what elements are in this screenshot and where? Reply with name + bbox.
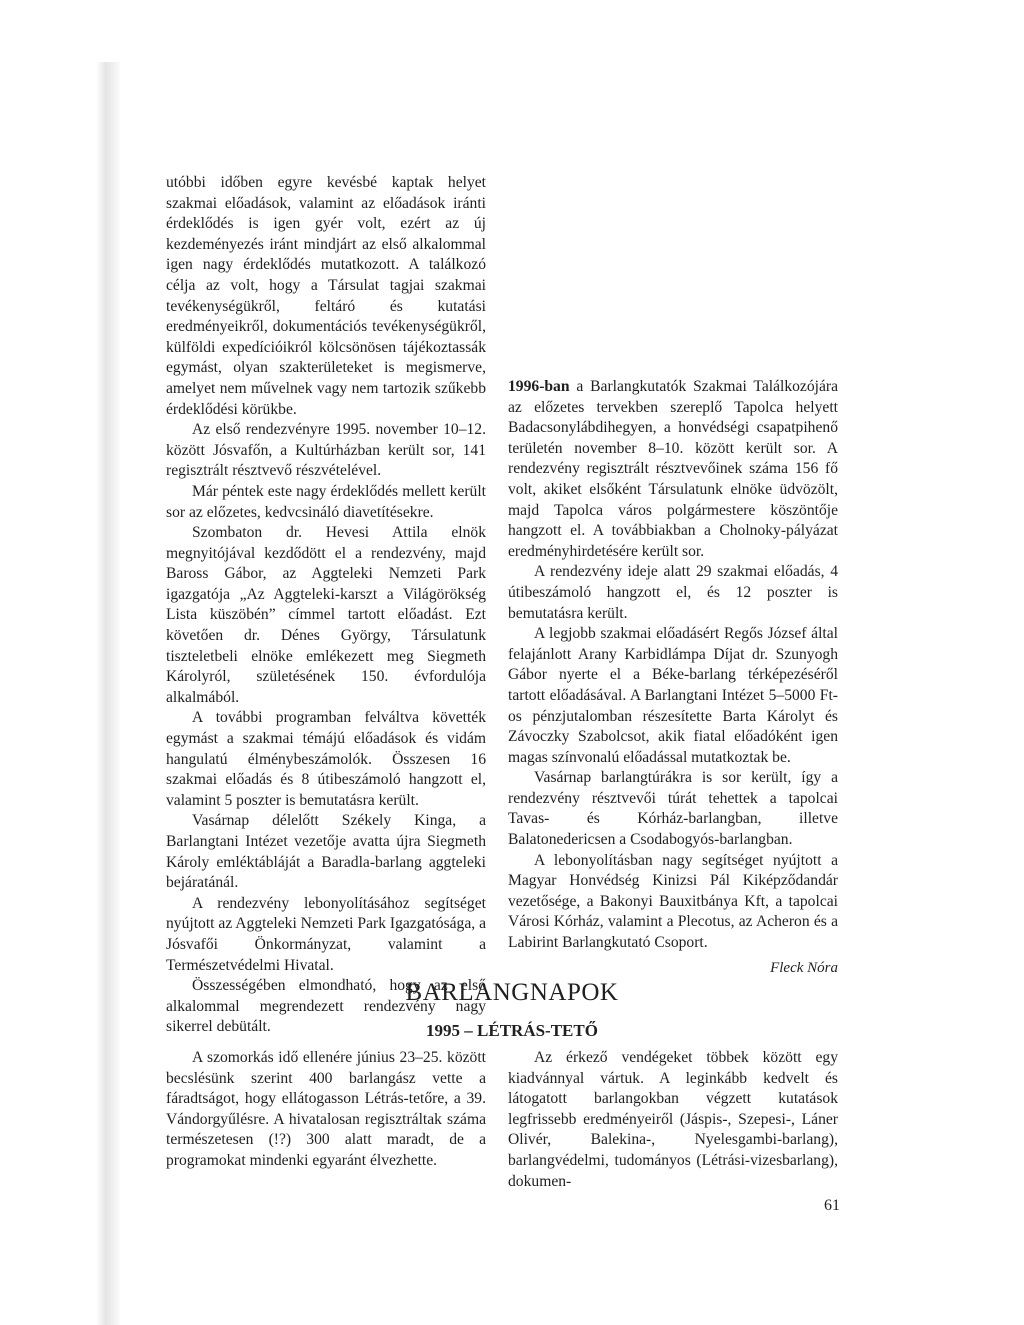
paragraph: Vasárnap barlangtúrákra is sor került, így a rendezvény résztvevői túrát tehettek a tapolcai Tavas- és Kórház-barlangban, illetve Balatonedericsen a Csodabogyós-barlangban. [508,769,838,849]
paragraph: Az érkező vendégeket többek között egy kiadvánnyal vártuk. A leginkább kedvelt és látogatott barlangokban végzett kutatások legfrissebb eredményeiről (Jáspis-, Szepesi-, Láner Olivér, Balekina-, Nyelesgambi-barlang), barlangvédelmi, tudományos (Létrási-vizesbarlang), dokumen- [508,1049,838,1190]
paragraph: A lebonyolításban nagy segítséget nyújtott a Magyar Honvédség Kinizsi Pál Kiképződandár vezetősége, a Bakonyi Bauxitbánya Kft, a tapolcai Városi Kórház, valamint a Plecotus, az Acheron és a Labirint Barlangkutató Csoport. [508,851,838,952]
author-signature: Fleck Nóra [770,960,838,976]
paragraph: Vasárnap délelőtt Székely Kinga, a Barlangtani Intézet vezetője avatta újra Siegmeth Károly emléktábláját a Baradla-barlang aggteleki bejáratánál. [166,812,486,892]
top-left-column [166,173,486,1038]
paragraph: utóbbi időben egyre kevésbé kaptak helyet szakmai előadások, valamint az előadások iránti érdeklődés is igen gyér volt, ezért az új kezdeményezés iránt mindjárt az első alkalommal igen nagy érdeklődés mutatkozott. A találkozó célja az volt, hogy a Társulat tagjai szakmai tevékenységükről, feltáró és kutatási eredményeikről, dokumentációs tevékenységükről, külföldi expedícióikról kölcsönösen tájékoztassák egymást, olyan szakterületeket is megismerve, amelyet nem művelnek vagy nem tartozik szűkebb érdeklődési körükbe. [166,174,486,418]
paragraph: Összességében elmondható, hogy az első alkalommal megrendezett rendezvény nagy sikerrel debütált. [166,977,486,1036]
paragraph: Az első rendezvényre 1995. november 10–12. között Jósvafőn, a Kultúrházban került sor, 141 regisztrált résztvevő részvételével. [166,421,486,480]
bottom-right-column [508,1048,838,1192]
paragraph [508,377,838,562]
paragraph: A szomorkás idő ellenére június 23–25. között becslésünk szerint 400 barlangász vette a fáradtságot, hogy ellátogasson Létrás-tetőre, a 39. Vándorgyűlésre. A hivatalosan regisztráltak száma természetesen (!?) 300 alatt maradt, de a programokat mindenki egyaránt élvezhette. [166,1049,486,1169]
paragraph: Már péntek este nagy érdeklődés mellett került sor az előzetes, kedvcsináló diavetítésekre. [166,482,486,521]
section-title: BARLANGNAPOK [405,979,619,1006]
scan-shadow-edge [96,62,120,1325]
paragraph-text: a Barlangkutatók Szakmai Találkozójára az előzetes tervekben szereplő Tapolca helyett Badacsonylábdihegyen, a honvédségi csapatpihenő területén november 8–10. között került sor. A rendezvény regisztrált résztvevőinek száma 156 fő volt, akiket elsőként Társulatunk elnöke üdvözölt, majd Tapolca város polgármestere köszöntője hangzott el. A továbbiakban a Cholnoky-pályázat eredményhirdetésére került sor. [508,378,838,560]
page-number: 61 [824,1197,840,1214]
paragraph: A legjobb szakmai előadásért Regős József által felajánlott Arany Karbidlámpa Díjat dr. Szunyogh Gábor nyerte el a Béke-barlang térképezéséről tartott előadásával. A Barlangtani Intézet 5–5000 Ft-os pénzjutalomban részesítette Barta Károlyt és Závoczky Szabolcsot, akik fiatal előadóként igen magas színvonalú előadással mutatkoztak be. [508,625,838,766]
paragraph: Szombaton dr. Hevesi Attila elnök megnyitójával kezdődött el a rendezvény, majd Baross Gábor, az Aggteleki Nemzeti Park igazgatója „Az Aggteleki-karszt a Világörökség Lista küszöbén” címmel tartott előadást. Ezt követően dr. Dénes György, Társulatunk tiszteletbeli elnöke emlékezett meg Siegmeth Károlyról, születésének 150. évfordulója alkalmából. [166,524,486,706]
year-lead: 1996-ban [508,378,570,395]
paragraph: A további programban felváltva követték egymást a szakmai témájú előadások és vidám hangulatú élménybeszámolók. Összesen 16 szakmai előadás és 8 útibeszámoló hangzott el, valamint 5 poszter is bemutatásra került. [166,709,486,809]
paragraph: A rendezvény ideje alatt 29 szakmai előadás, 4 útibeszámoló hangzott el, és 12 poszter is bemutatásra került. [508,563,838,622]
section-subtitle: 1995 – LÉTRÁS-TETŐ [426,1021,598,1040]
paragraph: A rendezvény lebonyolításához segítséget nyújtott az Aggteleki Nemzeti Park Igazgatósága, a Jósvafői Önkormányzat, valamint a Természetvédelmi Hivatal. [166,894,486,974]
bottom-left-column [166,1048,486,1172]
top-right-column [508,377,838,954]
